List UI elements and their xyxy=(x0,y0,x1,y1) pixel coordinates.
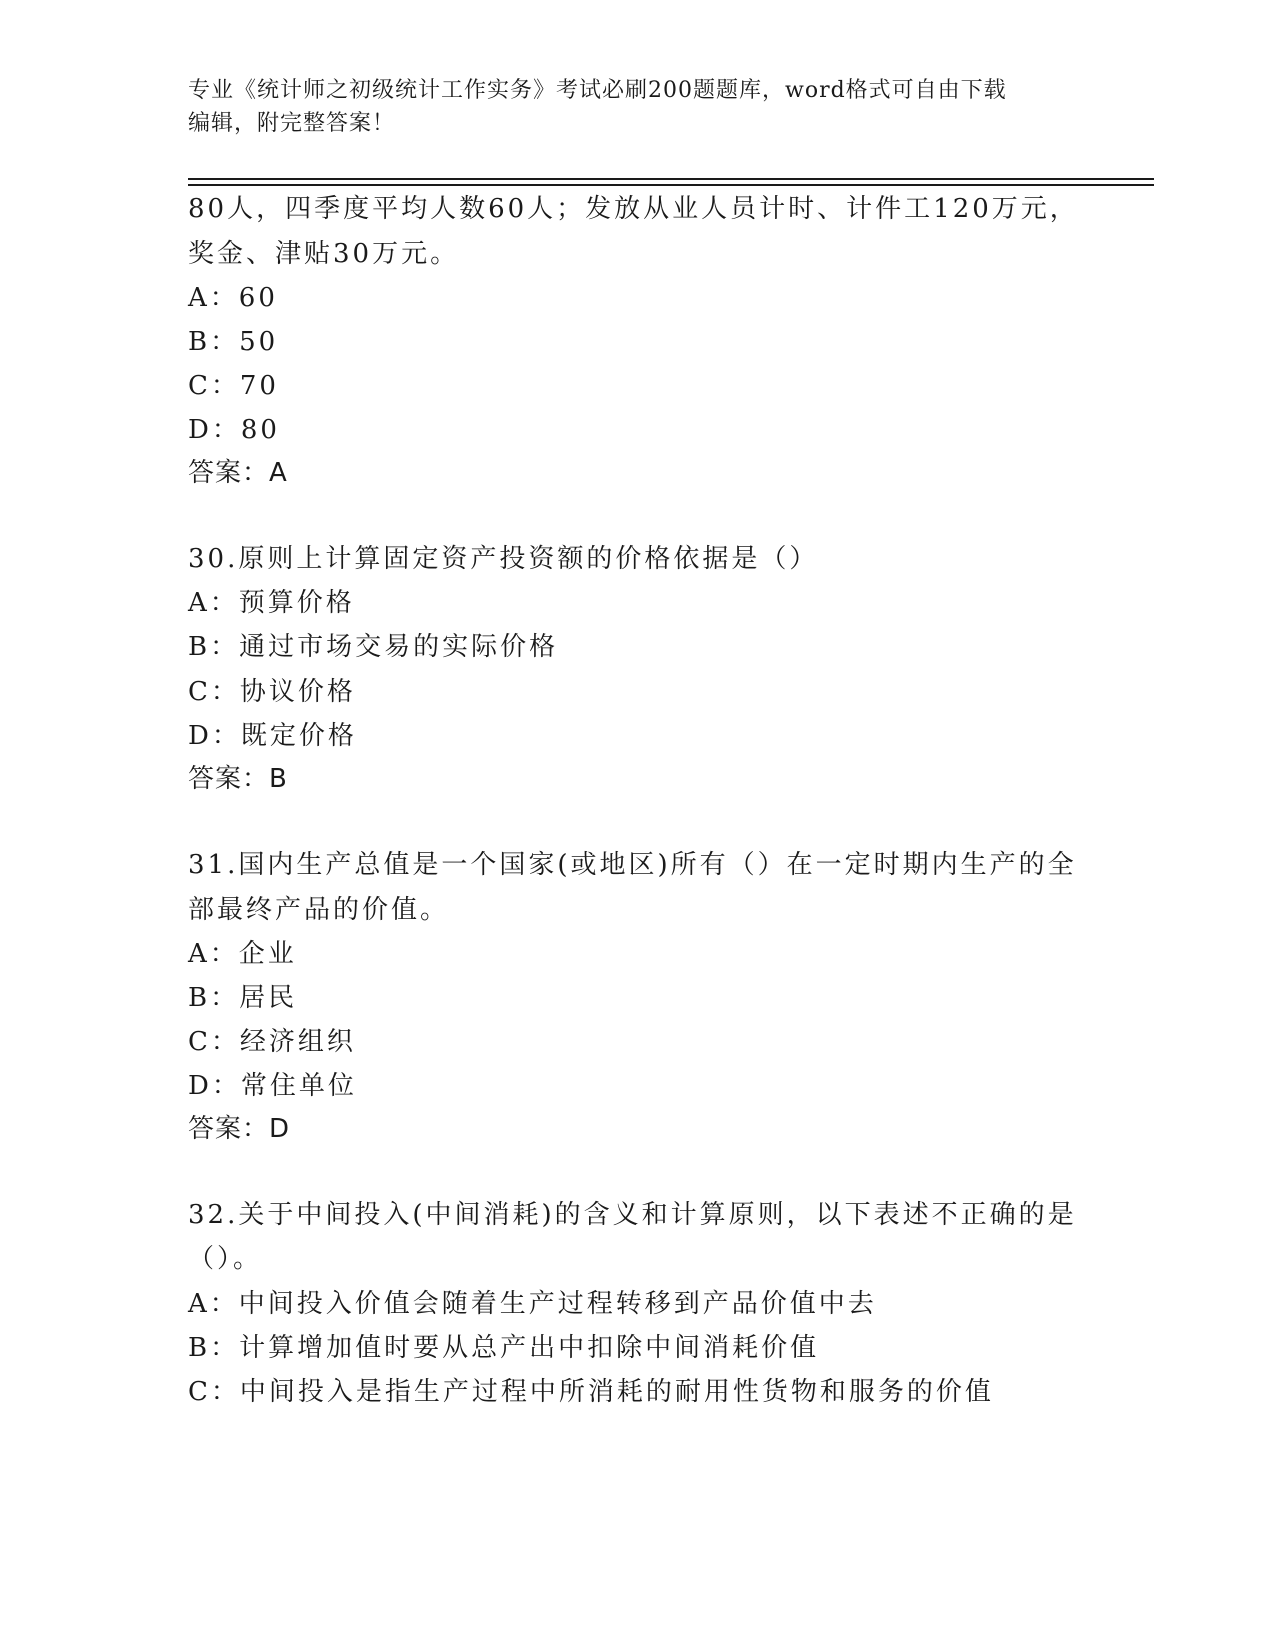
q30-option-d: D：既定价格 xyxy=(188,721,357,751)
q32-option-c: C：中间投入是指生产过程中所消耗的耐用性货物和服务的价值 xyxy=(188,1377,994,1407)
header-line-2: 编辑，附完整答案！ xyxy=(188,111,396,136)
q31-stem-line-1: 31.国内生产总值是一个国家(或地区)所有（）在一定时期内生产的全 xyxy=(188,850,1077,880)
header-divider-bottom xyxy=(188,184,1154,186)
q31-stem-line-2: 部最终产品的价值。 xyxy=(188,895,450,925)
q32-stem-line-2: （）。 xyxy=(188,1244,263,1274)
q29-option-d: D：80 xyxy=(188,415,280,445)
q29-option-c: C：70 xyxy=(188,371,279,401)
header-line-1: 专业《统计师之初级统计工作实务》考试必刷200题题库，word格式可自由下载 xyxy=(188,78,1007,103)
header-divider-top xyxy=(188,178,1154,180)
q29-option-a: A：60 xyxy=(188,283,278,313)
q29-answer: 答案：A xyxy=(188,458,288,488)
q30-option-c: C：协议价格 xyxy=(188,677,356,707)
q32-option-a: A：中间投入价值会随着生产过程转移到产品价值中去 xyxy=(188,1289,877,1319)
q30-answer: 答案：B xyxy=(188,764,288,794)
q32-stem-line-1: 32.关于中间投入(中间消耗)的含义和计算原则，以下表述不正确的是 xyxy=(188,1200,1077,1230)
q30-option-b: B：通过市场交易的实际价格 xyxy=(188,632,559,662)
q30-option-a: A：预算价格 xyxy=(188,588,355,618)
q30-stem-line-1: 30.原则上计算固定资产投资额的价格依据是（） xyxy=(188,544,819,574)
q31-option-a: A：企业 xyxy=(188,939,297,969)
document-header xyxy=(188,74,1088,140)
q29-stem-line-1: 80人，四季度平均人数60人；发放从业人员计时、计件工120万元， xyxy=(188,194,1079,224)
q31-option-b: B：居民 xyxy=(188,983,298,1013)
q29-option-b: B：50 xyxy=(188,327,279,357)
q31-option-c: C：经济组织 xyxy=(188,1027,356,1057)
q31-answer: 答案：D xyxy=(188,1114,291,1144)
q32-option-b: B：计算增加值时要从总产出中扣除中间消耗价值 xyxy=(188,1333,820,1363)
q29-stem-line-2: 奖金、津贴30万元。 xyxy=(188,239,460,269)
q31-option-d: D：常住单位 xyxy=(188,1071,357,1101)
